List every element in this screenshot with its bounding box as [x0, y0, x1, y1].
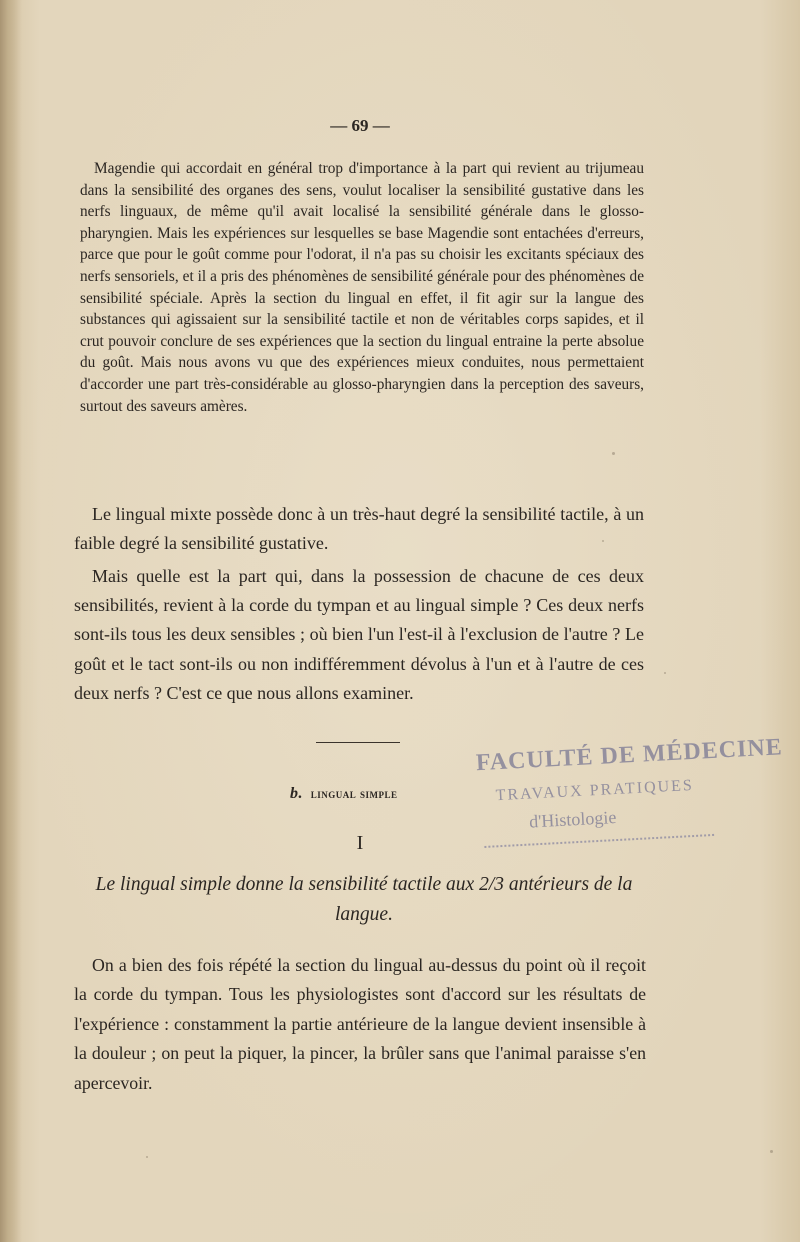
paper-speck	[146, 1156, 148, 1158]
paper-speck	[602, 540, 604, 542]
paper-speck	[770, 1150, 773, 1153]
paragraph-magendie: Magendie qui accordait en général trop d'importance à la part qui revient au trijumeau dans la sensibilité des organes des sens, voulut localiser la sensibilité gustative dans les nerfs linguaux, de même qu'il avait localisé la sensibilité générale dans le glosso-pharyngien. Mais les expériences sur lesquelles se base Magendie sont entachées d'erreurs, parce que pour le goût comme pour l'odorat, il n'a pas su choisir les excitants spéciaux des nerfs sensoriels, et il a pris des phénomènes de sensibilité générale pour des phénomènes de sensibilité spéciale. Après la section du lingual en effet, il fit agir sur la langue des substances qui agissaient sur la sensibilité tactile et non de véritables corps sapides, et il crut pouvoir conclure de ses expériences que la section du lingual entraine la perte absolue du goût. Mais nous avons vu que des expériences mieux conduites, nous permettaient d'accorder une part très-considérable au glosso-pharyngien dans la perception des saveurs, surtout des saveurs amères.	[80, 160, 644, 415]
stamp-dotted-line	[484, 834, 714, 848]
subsection-title: Le lingual simple donne la sensibilité tactile aux 2/3 antérieurs de la langue.	[95, 874, 633, 925]
paragraph-lingual-mixte: Le lingual mixte possède donc à un très-haut degré la sensibilité tactile, à un faible degré la sensibilité gustative.	[74, 504, 644, 553]
subsection-numeral: I	[356, 832, 364, 854]
page-number: — 69 —	[330, 116, 390, 135]
section-label: lingual simple	[310, 786, 398, 801]
library-stamp	[469, 732, 784, 865]
paragraph-section-lingual: On a bien des fois répété la section du lingual au-dessus du point où il reçoit la corde du tympan. Tous les physiologistes sont d'accord sur les résultats de l'expérience : constamment la partie antérieure de la langue devient insensible à la douleur ; on peut la piquer, la pincer, la brûler sans que l'animal paraisse s'en apercevoir.	[74, 955, 646, 1093]
stamp-line-faculty: FACULTÉ DE MÉDECINE	[475, 734, 784, 777]
stamp-line-histologie: d'Histologie	[528, 807, 617, 832]
stamp-line-travaux: TRAVAUX PRATIQUES	[495, 776, 695, 805]
paper-speck	[664, 672, 666, 674]
section-divider	[316, 742, 400, 743]
section-heading	[290, 785, 398, 803]
paper-speck	[612, 452, 615, 455]
page-binding-edge	[0, 0, 22, 1242]
section-letter: b.	[290, 785, 303, 802]
paragraph-question: Mais quelle est la part qui, dans la possession de chacune de ces deux sensibilités, revient à la corde du tympan et au lingual simple ? Ces deux nerfs sont-ils tous les deux sensibles ; où bien l'un l'est-il à l'exclusion de l'autre ? Le goût et le tact sont-ils ou non indifféremment dévolus à l'un et à l'autre de ces deux nerfs ? C'est ce que nous allons examiner.	[74, 566, 644, 703]
